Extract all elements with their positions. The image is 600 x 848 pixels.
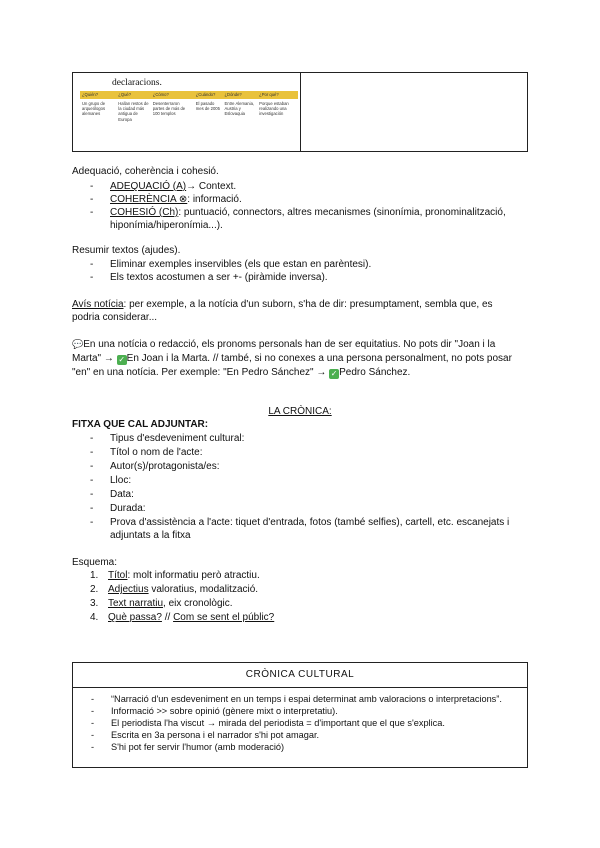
header-cell: ¿Por qué?	[257, 91, 298, 99]
avis-label: Avís notícia	[72, 299, 124, 310]
separator: //	[161, 612, 174, 623]
list-item: - Data:	[90, 488, 520, 502]
news-5w-table	[80, 91, 298, 122]
fitxa-heading: FITXA QUE CAL ADJUNTAR:	[72, 419, 209, 430]
list-item	[90, 193, 530, 206]
term: Què passa?	[108, 612, 162, 623]
list-item: - El periodista l'ha viscut → mirada del periodista = d'important que el que s'explica.	[91, 717, 511, 729]
resumir-list	[90, 258, 530, 284]
noticia-text: En una notícia o redacció, els pronoms personals han de ser equitatius. No pots dir "Joan i la Marta" →	[72, 339, 496, 364]
number: 3.	[90, 598, 99, 609]
esquema-list	[90, 569, 274, 625]
speech-bubble-icon: 💬	[72, 339, 84, 349]
list-item: - Informació >> sobre opinió (gènere mixt o interpretatiu).	[91, 705, 511, 717]
list-item	[90, 569, 274, 583]
cronica-cultural-box	[72, 662, 528, 768]
avis-paragraph	[72, 298, 512, 324]
table-cell: Porque estaban realizando una investigación	[259, 101, 289, 117]
list-item	[90, 180, 530, 193]
cronica-cultural-list	[91, 693, 511, 753]
cronica-title: LA CRÒNICA:	[268, 406, 332, 417]
list-item: - Lloc:	[90, 474, 520, 488]
number: 4.	[90, 612, 99, 623]
noticia-paragraph	[72, 337, 522, 380]
list-item: - Escrita en 3a persona i el narrador s'hi pot amagar.	[91, 729, 511, 741]
table-header-row	[80, 91, 298, 99]
list-item: - Prova d'assistència a l'acte: tiquet d'entrada, fotos (també selfies), cartell, etc. escanejats i adjuntats a la fitxa	[90, 516, 520, 542]
checkmark-icon: ✓	[118, 355, 126, 364]
cronica-cultural-header: CRÒNICA CULTURAL	[73, 663, 527, 688]
definition: : puntuació, connectors, altres mecanismes (sinonímia, pronominalització, hiponímia/hiperonímia...).	[110, 207, 506, 231]
esquema-heading: Esquema:	[72, 557, 118, 568]
table-cell: Hallan restos de la ciudad más antigua de Europa	[118, 101, 149, 122]
definition: : molt informatiu però atractiu.	[127, 570, 260, 581]
noticia-text: En Joan i la Marta. // també, si no conexes a una persona personalment, no pots posar "en" en una notícia. Per exemple: "En Pedro Sánchez" →	[72, 353, 512, 378]
list-item: - Autor(s)/protagonista/es:	[90, 460, 520, 474]
header-cell: ¿Cuándo?	[194, 91, 223, 99]
list-item: - S'hi pot fer servir l'humor (amb moderació)	[91, 741, 511, 753]
definition: : informació.	[187, 194, 242, 205]
list-item: - Títol o nom de l'acte:	[90, 446, 520, 460]
header-cell: ¿Qué?	[116, 91, 150, 99]
list-item: - Tipus d'esdeveniment cultural:	[90, 432, 520, 446]
table-cell: El pasado mes de 2005	[195, 101, 220, 112]
fitxa-list	[90, 432, 520, 542]
table-row	[80, 99, 298, 122]
term: Títol	[108, 570, 128, 581]
term: COHERÈNCIA ⊗	[110, 194, 188, 205]
checkmark-icon: ✓	[330, 369, 338, 378]
term: Adjectius	[108, 584, 149, 595]
list-item	[90, 206, 530, 232]
header-cell: ¿Quién?	[80, 91, 116, 99]
term: COHESIÓ (Ch)	[110, 207, 179, 218]
table-cell: Entre Alemania, Austria y Eslovaquia	[224, 101, 255, 117]
table-cell: Desenterraron partes de más de 100 templos	[152, 101, 186, 117]
list-item	[90, 597, 274, 611]
adequacio-list	[90, 180, 530, 232]
table-divider	[300, 73, 301, 151]
definition: valoratius, modalització.	[148, 584, 259, 595]
header-cell: ¿Dónde?	[223, 91, 258, 99]
table-cell: Un grupo de arqueólogos alemanes	[82, 101, 106, 117]
adequacio-heading: Adequació, coherència i cohesió.	[72, 166, 219, 177]
definition: → Context.	[186, 181, 237, 192]
list-item	[90, 611, 274, 625]
resumir-heading: Resumir textos (ajudes).	[72, 245, 181, 256]
term: Com se sent el públic?	[173, 612, 275, 623]
list-item: - Els textos acostumen a ser +- (piràmide inversa).	[90, 271, 530, 284]
number: 1.	[90, 570, 99, 581]
declaracions-title: declaracions.	[112, 78, 162, 88]
list-item: - Eliminar exemples inservibles (els que estan en parèntesi).	[90, 258, 530, 271]
list-item: - “Narració d'un esdeveniment en un temps i espai determinat amb valoracions o interpretacions”.	[91, 693, 511, 705]
term: Text narratiu	[108, 598, 164, 609]
list-item: - Durada:	[90, 502, 520, 516]
header-cell: ¿Cómo?	[151, 91, 194, 99]
noticia-text: Pedro Sánchez.	[339, 367, 411, 378]
definition: , eix cronològic.	[163, 598, 233, 609]
term: ADEQUACIÓ (A)	[110, 181, 187, 192]
avis-text: : per exemple, a la notícia d'un suborn, s'ha de dir: presumptament, sembla que, es podria considerar...	[72, 299, 493, 323]
list-item	[90, 583, 274, 597]
number: 2.	[90, 584, 99, 595]
